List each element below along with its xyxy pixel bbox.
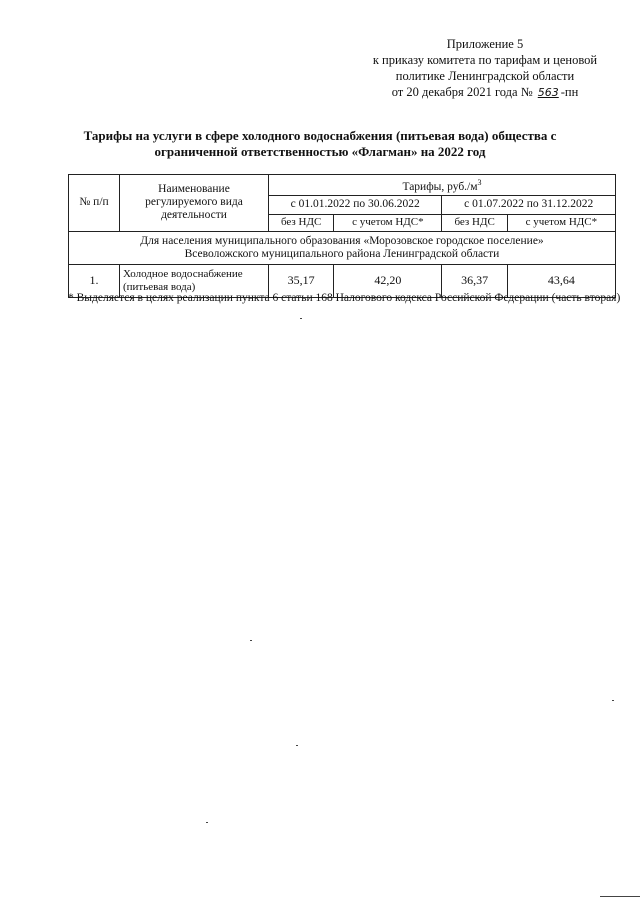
title-line-1: Тарифы на услуги в сфере холодного водоснабжения (питьевая вода) общества с (83, 128, 557, 143)
row-num: 1. (69, 264, 120, 297)
row-p2-with-vat: 43,64 (507, 264, 615, 297)
tariffs-unit-sup: 3 (477, 178, 482, 187)
header-activity-name: Наименование регулируемого вида деятельности (120, 175, 269, 232)
footnote: * Выделяется в целях реализации пункта 6 статьи 168 Налогового кодекса Российской Федерации (часть вторая) (68, 292, 621, 304)
row-p1-no-vat: 35,17 (269, 264, 334, 297)
row-p1-with-vat: 42,20 (334, 264, 442, 297)
header-tariffs (269, 175, 616, 196)
header-period-1: с 01.01.2022 по 30.06.2022 (269, 195, 442, 214)
scan-speck (300, 318, 302, 319)
appendix-header (360, 36, 610, 101)
tariffs-table (68, 174, 616, 298)
scan-speck (600, 896, 640, 897)
order-suffix: -пн (560, 85, 579, 99)
scan-speck (612, 700, 614, 701)
appendix-date-line (360, 84, 610, 101)
appendix-order-ref: к приказу комитета по тарифам и ценовой (372, 53, 598, 67)
group-description (69, 231, 616, 264)
group-line-1: Для населения муниципального образования «Морозовское городское поселение» (140, 234, 544, 247)
table-group-row (69, 231, 616, 264)
scan-speck (206, 822, 208, 823)
appendix-label: Приложение 5 (446, 37, 524, 51)
row-p2-no-vat: 36,37 (442, 264, 507, 297)
header-period-2: с 01.07.2022 по 31.12.2022 (442, 195, 616, 214)
header-num: № п/п (69, 175, 120, 232)
appendix-date: от 20 декабря 2021 года № (391, 85, 533, 99)
row-activity-name: Холодное водоснабжение (питьевая вода) (120, 264, 269, 297)
scan-speck (250, 640, 252, 641)
scan-speck (296, 745, 298, 746)
order-number: 563 (537, 86, 559, 99)
tariffs-label: Тарифы, руб./м (402, 180, 478, 193)
group-line-2: Всеволожского муниципального района Ленинградской области (184, 247, 500, 260)
header-p2-no-vat: без НДС (442, 214, 507, 231)
document-title (70, 128, 570, 160)
header-p1-with-vat: с учетом НДС* (334, 214, 442, 231)
appendix-committee: политике Ленинградской области (395, 69, 575, 83)
header-p2-with-vat: с учетом НДС* (507, 214, 615, 231)
header-p1-no-vat: без НДС (269, 214, 334, 231)
title-line-2: ограниченной ответственностью «Флагман» на 2022 год (154, 144, 486, 159)
table-header-row-1 (69, 175, 616, 196)
